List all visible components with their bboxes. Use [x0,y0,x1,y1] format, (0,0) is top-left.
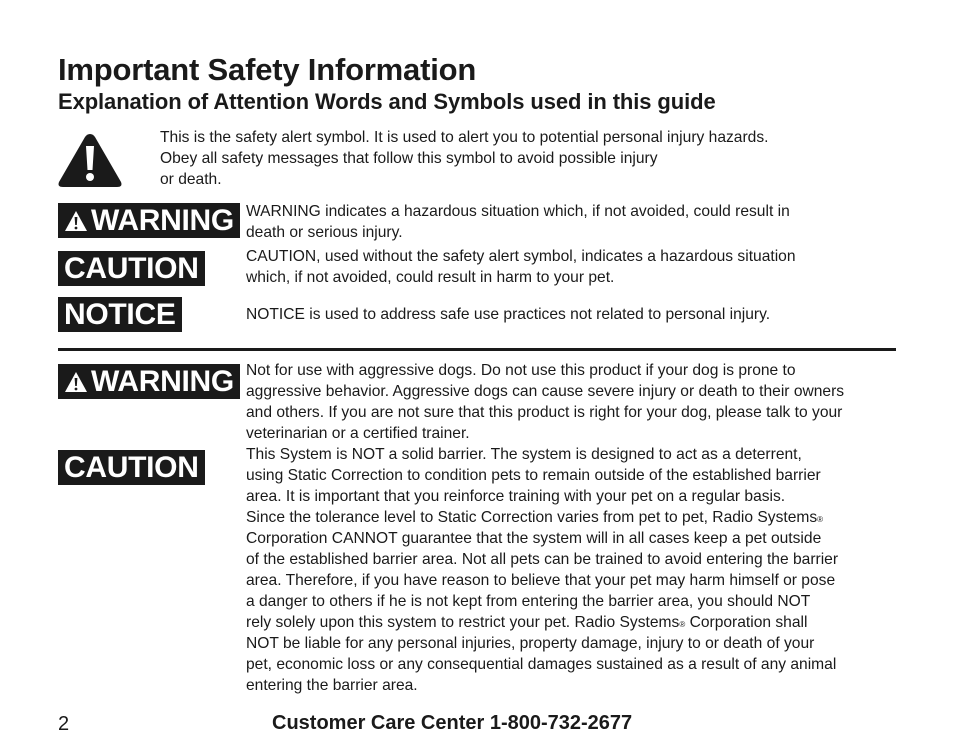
caution-badge: CAUTION [58,450,205,485]
customer-care-phone: Customer Care Center 1-800-732-2677 [272,712,633,734]
safety-alert-icon [64,210,88,232]
warning-badge: WARNING [58,203,240,238]
safety-alert-icon [57,132,123,188]
page-subtitle: Explanation of Attention Words and Symbols used in this guide [58,89,716,114]
caution-badge: CAUTION [58,251,205,286]
caution-definition: CAUTION, used without the safety alert symbol, indicates a hazardous situation which, if not avoided, could result in harm to your pet. [246,248,796,286]
page-number: 2 [58,713,70,735]
warning-badge: WARNING [58,364,240,399]
warning-definition: WARNING indicates a hazardous situation which, if not avoided, could result in death or serious injury. [246,203,790,241]
section-divider [58,348,896,351]
page-title: Important Safety Information [58,52,477,87]
caution-message: This System is NOT a solid barrier. The system is designed to act as a deterrent, using Static Correction to condition pets to remain outside of the established barrier area. It is important that you reinforce training with your pet on a regular basis. Since the tolerance level to Static Correction varies from pet to pet, Radio Systems® Corporation CANNOT guarantee that the system will in all cases keep a pet outside of the established barrier area. Not all pets can be trained to avoid entering the barrier area. Therefore, if you have reason to believe that your pet may harm himself or pose a danger to others if he is not kept from entering the barrier area, you should NOT rely solely upon this system to restrict your pet. Radio Systems® Corporation shall NOT be liable for any personal injuries, property damage, injury to or death of your pet, economic loss or any consequential damages sustained as a result of any animal entering the barrier area. [246,446,839,694]
alert-symbol-description: This is the safety alert symbol. It is used to alert you to potential personal injury hazards. Obey all safety messages that follow this symbol to avoid possible injury or death. [160,129,769,188]
warning-message: Not for use with aggressive dogs. Do not use this product if your dog is prone to aggressive behavior. Aggressive dogs can cause severe injury or death to their owners and others. If you are not sure that this product is right for your dog, please talk to your veterinarian or a certified trainer. [246,362,845,442]
safety-alert-icon [64,371,88,393]
notice-definition: NOTICE is used to address safe use practices not related to personal injury. [246,306,771,323]
notice-badge: NOTICE [58,297,182,332]
